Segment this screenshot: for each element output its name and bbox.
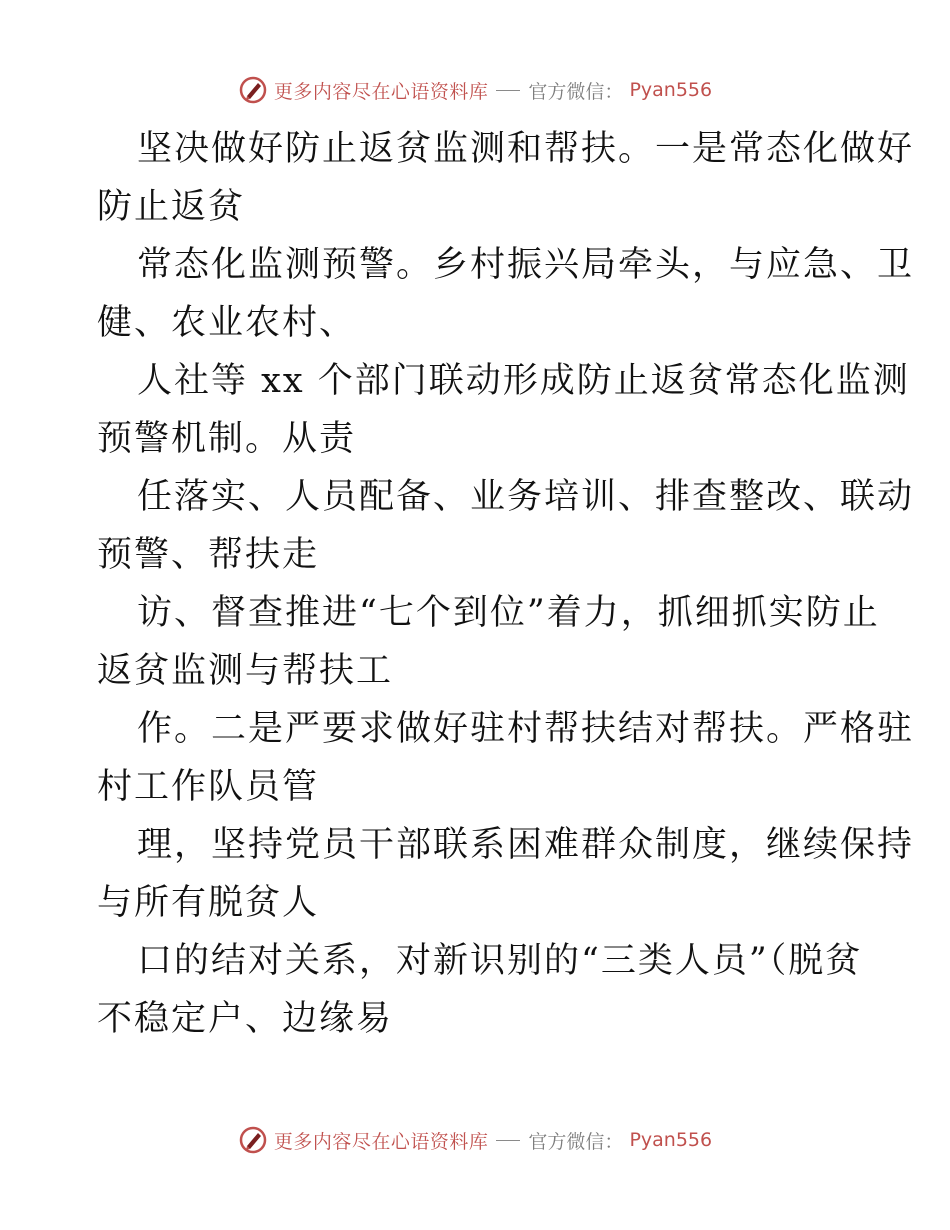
watermark-id: Pyan556 [629, 79, 713, 101]
watermark-divider [496, 90, 520, 91]
text-line: 人社等 xx 个部门联动形成防止返贫常态化监测 [137, 361, 910, 401]
watermark-id: Pyan556 [629, 1129, 713, 1151]
watermark-label: 官方微信： [528, 1130, 624, 1153]
paragraph [97, 932, 863, 1048]
paragraph [97, 468, 915, 584]
pen-logo-icon [238, 1125, 268, 1155]
paragraph [97, 700, 915, 816]
text-line: 任落实、人员配备、业务培训、排查整改、联动 [137, 477, 915, 517]
text-line: 常态化监测预警。乡村振兴局牵头，与应急、卫 [137, 245, 915, 285]
paragraph [97, 816, 915, 932]
paragraph [97, 352, 910, 468]
text-line: 作。二是严要求做好驻村帮扶结对帮扶。严格驻 [137, 709, 915, 749]
paragraph [97, 584, 880, 700]
text-line: 健、农业农村、 [97, 303, 357, 343]
text-line: 不稳定户、边缘易 [97, 999, 394, 1039]
text-line: 预警、帮扶走 [97, 535, 320, 575]
watermark-label: 官方微信： [528, 80, 624, 103]
header-watermark [0, 73, 950, 107]
text-line: 坚决做好防止返贫监测和帮扶。一是常态化做好 [137, 129, 915, 169]
document-body [97, 120, 915, 1048]
text-line: 与所有脱贫人 [97, 883, 320, 923]
footer-watermark [0, 1123, 950, 1157]
text-line: 理，坚持党员干部联系困难群众制度，继续保持 [137, 825, 915, 865]
text-line: 预警机制。从责 [97, 419, 357, 459]
watermark-divider [496, 1140, 520, 1141]
text-line: 防止返贫 [97, 187, 246, 227]
text-line: 返贫监测与帮扶工 [97, 651, 394, 691]
text-line: 口的结对关系，对新识别的“三类人员”（脱贫 [137, 941, 863, 981]
watermark-brand: 更多内容尽在心语资料库 [273, 1130, 489, 1153]
text-line: 访、督查推进“七个到位”着力，抓细抓实防止 [137, 593, 880, 633]
paragraph [97, 120, 915, 236]
watermark-brand: 更多内容尽在心语资料库 [273, 80, 489, 103]
pen-logo-icon [238, 75, 268, 105]
text-line: 村工作队员管 [97, 767, 320, 807]
paragraph [97, 236, 915, 352]
